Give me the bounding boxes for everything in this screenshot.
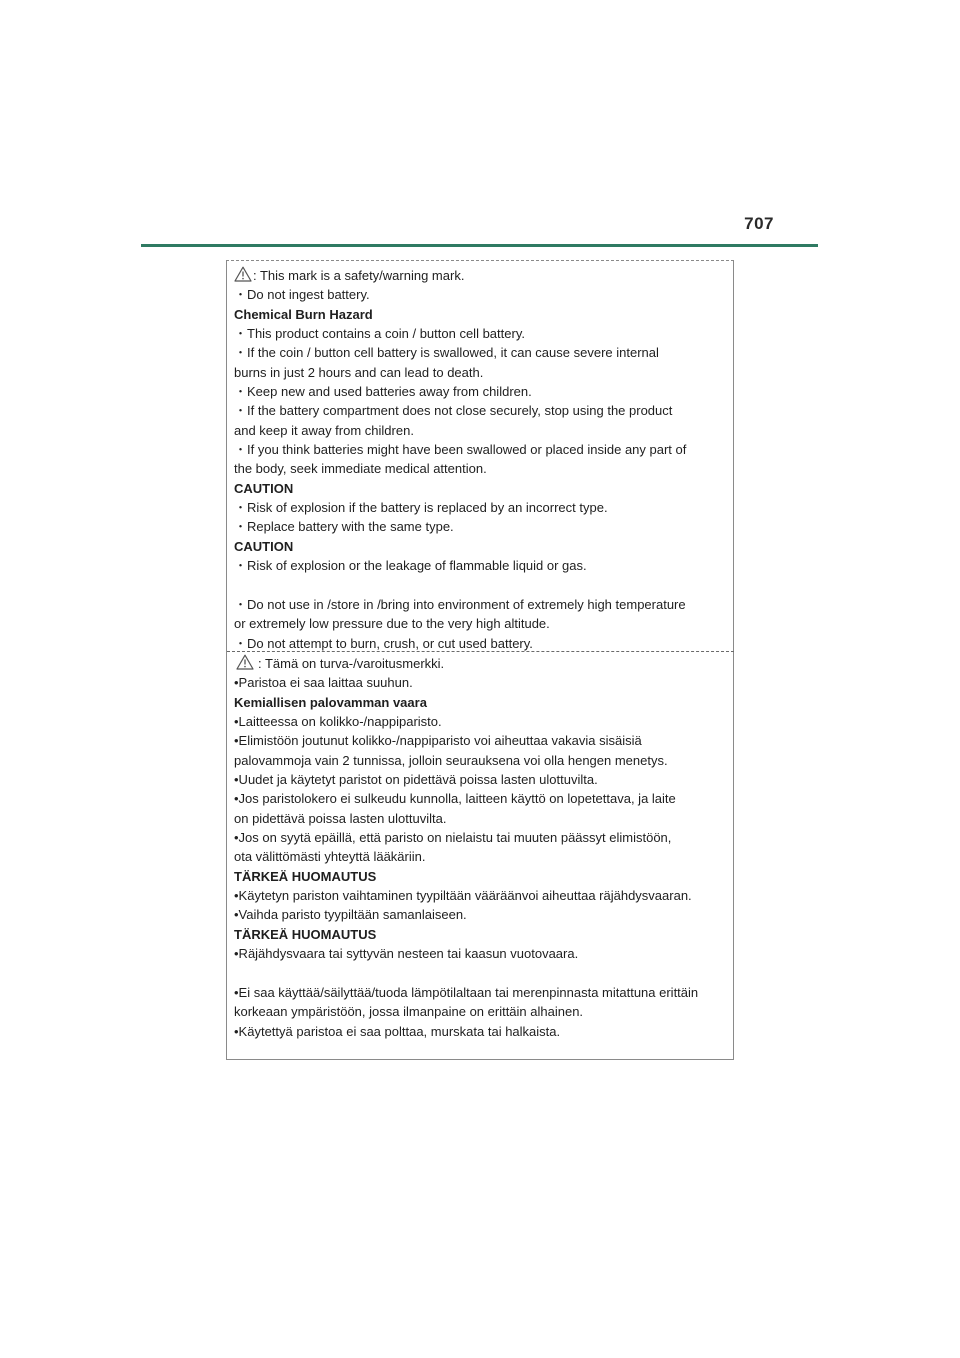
notice-line xyxy=(234,847,730,866)
notice-line-text: ・If the coin / button cell battery is swallowed, it can cause severe internal xyxy=(234,345,659,361)
notice-heading xyxy=(234,479,730,498)
notice-line xyxy=(234,266,730,285)
notice-line-text: ・Do not attempt to burn, crush, or cut used battery. xyxy=(234,635,533,651)
notice-line xyxy=(234,421,730,440)
notice-line xyxy=(234,789,730,808)
notice-line-text: ・Replace battery with the same type. xyxy=(234,519,454,535)
header-rule xyxy=(141,244,818,247)
notice-heading xyxy=(234,925,730,944)
notice-line xyxy=(234,595,730,614)
notice-line xyxy=(234,556,730,575)
notice-line xyxy=(234,343,730,362)
notice-line-text: •Vaihda paristo tyypiltään samanlaiseen. xyxy=(234,907,467,923)
notice-line-text: •Elimistöön joutunut kolikko-/nappiparisto voi aiheuttaa vakavia sisäisiä xyxy=(234,733,642,749)
notice-line-text: CAUTION xyxy=(234,538,294,554)
notice-line-text: CAUTION xyxy=(234,480,294,496)
notice-line-text: korkeaan ympäristöön, jossa ilmanpaine on erittäin alhainen. xyxy=(234,1004,584,1020)
notice-heading xyxy=(234,305,730,324)
notice-line xyxy=(234,440,730,459)
warning-triangle-icon xyxy=(236,654,254,670)
notice-line-text: •Laitteessa on kolikko-/nappiparisto. xyxy=(234,714,442,730)
english-warning-section xyxy=(234,266,730,653)
notice-line xyxy=(234,363,730,382)
notice-line-text: Chemical Burn Hazard xyxy=(234,306,373,322)
notice-line xyxy=(234,944,730,963)
notice-line-text: burns in just 2 hours and can lead to death. xyxy=(234,364,484,380)
notice-line-text: palovammoja vain 2 tunnissa, jolloin seurauksena voi olla hengen menetys. xyxy=(234,752,668,768)
notice-line-text: •Paristoa ei saa laittaa suuhun. xyxy=(234,675,413,691)
notice-line-text: ・If you think batteries might have been swallowed or placed inside any part of xyxy=(234,442,687,458)
notice-line-text: ・Risk of explosion if the battery is replaced by an incorrect type. xyxy=(234,500,608,516)
notice-line-text: TÄRKEÄ HUOMAUTUS xyxy=(234,868,377,884)
notice-line xyxy=(234,614,730,633)
notice-line-text: TÄRKEÄ HUOMAUTUS xyxy=(234,926,377,942)
blank-line xyxy=(234,964,730,983)
notice-line xyxy=(234,828,730,847)
notice-line-text: •Jos on syytä epäillä, että paristo on nielaistu tai muuten päässyt elimistöön, xyxy=(234,830,672,846)
notice-line-text: : This mark is a safety/warning mark. xyxy=(253,268,465,283)
notice-line xyxy=(234,905,730,924)
notice-line xyxy=(234,809,730,828)
notice-line-text: ・Keep new and used batteries away from children. xyxy=(234,384,532,400)
notice-line xyxy=(234,401,730,420)
blank-line xyxy=(234,576,730,595)
notice-line-text: •Ei saa käyttää/säilyttää/tuoda lämpötilaltaan tai merenpinnasta mitattuna erittäin xyxy=(234,984,699,1000)
notice-line-text: ・This product contains a coin / button cell battery. xyxy=(234,326,525,342)
notice-line xyxy=(234,983,730,1002)
notice-line-text: the body, seek immediate medical attention. xyxy=(234,461,487,477)
notice-line-text: Kemiallisen palovamman vaara xyxy=(234,694,427,710)
notice-line xyxy=(234,770,730,789)
notice-line-text: or extremely low pressure due to the very high altitude. xyxy=(234,616,550,632)
notice-line xyxy=(234,731,730,750)
finnish-warning-section xyxy=(234,654,730,1041)
notice-line xyxy=(234,459,730,478)
notice-line-text: •Käytettyä paristoa ei saa polttaa, murskata tai halkaista. xyxy=(234,1023,561,1039)
notice-heading xyxy=(234,867,730,886)
notice-heading xyxy=(234,693,730,712)
page-number: 707 xyxy=(744,214,774,233)
notice-line-text: •Käytetyn pariston vaihtaminen tyypiltään vääräänvoi aiheuttaa räjähdysvaaran. xyxy=(234,888,692,904)
notice-line xyxy=(234,1022,730,1041)
notice-line-text: ・Risk of explosion or the leakage of flammable liquid or gas. xyxy=(234,558,587,574)
notice-line xyxy=(234,634,730,653)
notice-line xyxy=(234,382,730,401)
notice-line-text: ・Do not use in /store in /bring into environment of extremely high temperature xyxy=(234,596,686,612)
notice-line-text: ・If the battery compartment does not close securely, stop using the product xyxy=(234,403,673,419)
notice-line-text: on pidettävä poissa lasten ulottuvilta. xyxy=(234,810,447,826)
notice-line xyxy=(234,673,730,692)
notice-line-text: ・Do not ingest battery. xyxy=(234,287,370,303)
warning-triangle-icon xyxy=(234,266,252,282)
notice-line-text: and keep it away from children. xyxy=(234,422,414,438)
notice-line-text: ota välittömästi yhteyttä lääkäriin. xyxy=(234,849,426,865)
notice-line xyxy=(234,498,730,517)
notice-line xyxy=(234,886,730,905)
notice-line-text: •Räjähdysvaara tai syttyvän nesteen tai kaasun vuotovaara. xyxy=(234,946,579,962)
notice-line xyxy=(234,1002,730,1021)
notice-line xyxy=(234,517,730,536)
notice-line xyxy=(234,712,730,731)
notice-line xyxy=(234,285,730,304)
notice-line-text: •Uudet ja käytetyt paristot on pidettävä poissa lasten ulottuvilta. xyxy=(234,772,598,788)
notice-line xyxy=(234,324,730,343)
notice-line xyxy=(234,751,730,770)
notice-line xyxy=(234,654,730,673)
notice-line-text: : Tämä on turva-/varoitusmerkki. xyxy=(258,656,445,671)
notice-line-text: •Jos paristolokero ei sulkeudu kunnolla, laitteen käyttö on lopetettava, ja laite xyxy=(234,791,676,807)
notice-heading xyxy=(234,537,730,556)
